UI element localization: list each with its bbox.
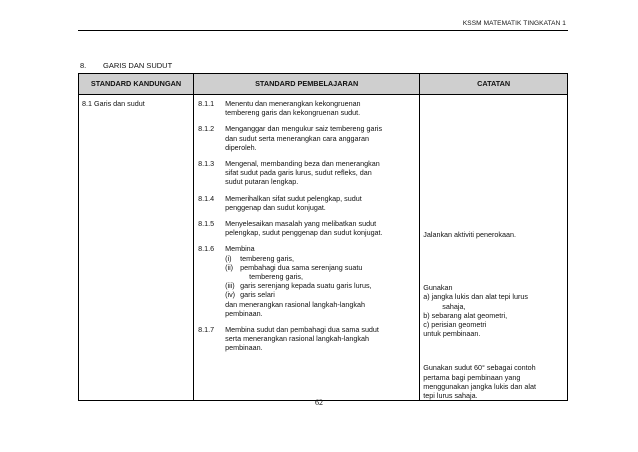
- note-8-1-4: Jalankan aktiviti penerokaan.: [423, 230, 516, 239]
- catatan-cell: [420, 95, 568, 401]
- item-code: 8.1.1: [198, 99, 215, 108]
- table-header-row: [79, 74, 568, 95]
- sub-item-label: (ii): [225, 262, 234, 272]
- sub-item-text: tembereng garis,: [240, 253, 295, 263]
- note-line: pertama bagi pembinaan yang: [423, 372, 521, 382]
- sub-item: [225, 281, 417, 290]
- sub-item-label: (iii): [225, 281, 235, 291]
- item-code: 8.1.2: [198, 124, 215, 134]
- note-line: untuk pembinaan.: [423, 329, 481, 339]
- item-text-line: dan sudut serta menerangkan cara anggaran: [225, 133, 369, 143]
- learning-item-8-1-3: [194, 159, 419, 187]
- item-text-line: Mengenal, membanding beza dan menerangkan: [225, 159, 380, 169]
- learning-item-8-1-7: [194, 325, 419, 353]
- item-text-line: pembinaan.: [225, 343, 263, 353]
- item-text-line: Memerihalkan sifat sudut pelengkap, sudut: [225, 193, 362, 203]
- table-row: [79, 95, 568, 401]
- item-text-line: sifat sudut pada garis lurus, sudut refleks, dan: [225, 168, 372, 178]
- item-code: 8.1.6: [198, 244, 215, 254]
- sub-item: [225, 290, 417, 299]
- item-code: 8.1.3: [198, 159, 215, 169]
- column-header-catatan: CATATAN: [420, 74, 568, 95]
- sub-item: [225, 254, 417, 263]
- note-line: tepi lurus sahaja.: [423, 391, 478, 401]
- kandungan-cell: [79, 95, 194, 401]
- section-title: GARIS DAN SUDUT: [103, 61, 173, 70]
- item-text-line: Membina sudut dan pembahagi dua sama sudut: [225, 325, 379, 335]
- item-code: 8.1.7: [198, 325, 215, 335]
- item-text-line: dan menerangkan rasional langkah-langkah: [225, 299, 365, 309]
- item-code: 8.1.5: [198, 219, 215, 229]
- section-number: 8.: [80, 61, 87, 70]
- sub-item-text-continued: tembereng garis,: [249, 272, 304, 282]
- sub-item-text: garis serenjang kepada suatu garis lurus,: [240, 281, 372, 291]
- item-text-line: serta menerangkan rasional langkah-langkah: [225, 334, 369, 344]
- document-header: KSSM MATEMATIK TINGKATAN 1: [462, 20, 566, 27]
- item-lead: Membina: [225, 244, 255, 254]
- sub-item-text: garis selari: [240, 290, 275, 300]
- sub-item-label: (i): [225, 253, 232, 263]
- item-code: 8.1.4: [198, 193, 215, 203]
- learning-item-8-1-6: [194, 244, 419, 318]
- note-line: b) sebarang alat geometri,: [423, 310, 508, 320]
- item-text-line: Menganggar dan mengukur saiz tembereng garis: [225, 124, 383, 134]
- note-8-1-7: [420, 363, 567, 400]
- note-line: Gunakan sudut 60° sebagai contoh: [423, 363, 536, 373]
- note-line: a) jangka lukis dan alat tepi lurus: [423, 292, 528, 302]
- item-text-line: tembereng garis dan kekongruenan sudut.: [225, 108, 361, 118]
- column-header-standard-kandungan: STANDARD KANDUNGAN: [79, 74, 194, 95]
- sub-item-label: (iv): [225, 290, 236, 300]
- header-rule: [78, 30, 568, 31]
- note-line: menggunakan jangka lukis dan alat: [423, 381, 536, 391]
- item-text-line: pembinaan.: [225, 308, 263, 318]
- item-text-line: pelengkap, sudut penggenap dan sudut konjugat.: [225, 228, 383, 238]
- column-header-standard-pembelajaran: STANDARD PEMBELAJARAN: [194, 74, 420, 95]
- note-line: c) perisian geometri: [423, 320, 487, 330]
- item-text-line: diperoleh.: [225, 142, 257, 152]
- learning-item-8-1-5: [194, 219, 419, 237]
- item-text-line: Menentu dan menerangkan kekongruenan: [225, 99, 361, 108]
- sub-item: [225, 263, 417, 272]
- page-number: 62: [315, 398, 323, 407]
- item-text-line: penggenap dan sudut konjugat.: [225, 202, 326, 212]
- kandungan-text: 8.1 Garis dan sudut: [82, 99, 145, 108]
- sub-item-text: pembahagi dua sama serenjang suatu: [240, 262, 363, 272]
- section-heading: [80, 61, 172, 70]
- curriculum-table: [78, 73, 568, 401]
- learning-item-8-1-4: [194, 194, 419, 212]
- note-line: sahaja,: [442, 301, 466, 311]
- note-8-1-6: [420, 283, 567, 338]
- item-text-line: Menyelesaikan masalah yang melibatkan sudut: [225, 219, 377, 229]
- pembelajaran-cell: [194, 95, 420, 401]
- learning-item-8-1-2: [194, 124, 419, 152]
- learning-item-8-1-1: [194, 99, 419, 117]
- item-text-line: sudut putaran lengkap.: [225, 177, 299, 187]
- note-line: Gunakan: [423, 283, 453, 293]
